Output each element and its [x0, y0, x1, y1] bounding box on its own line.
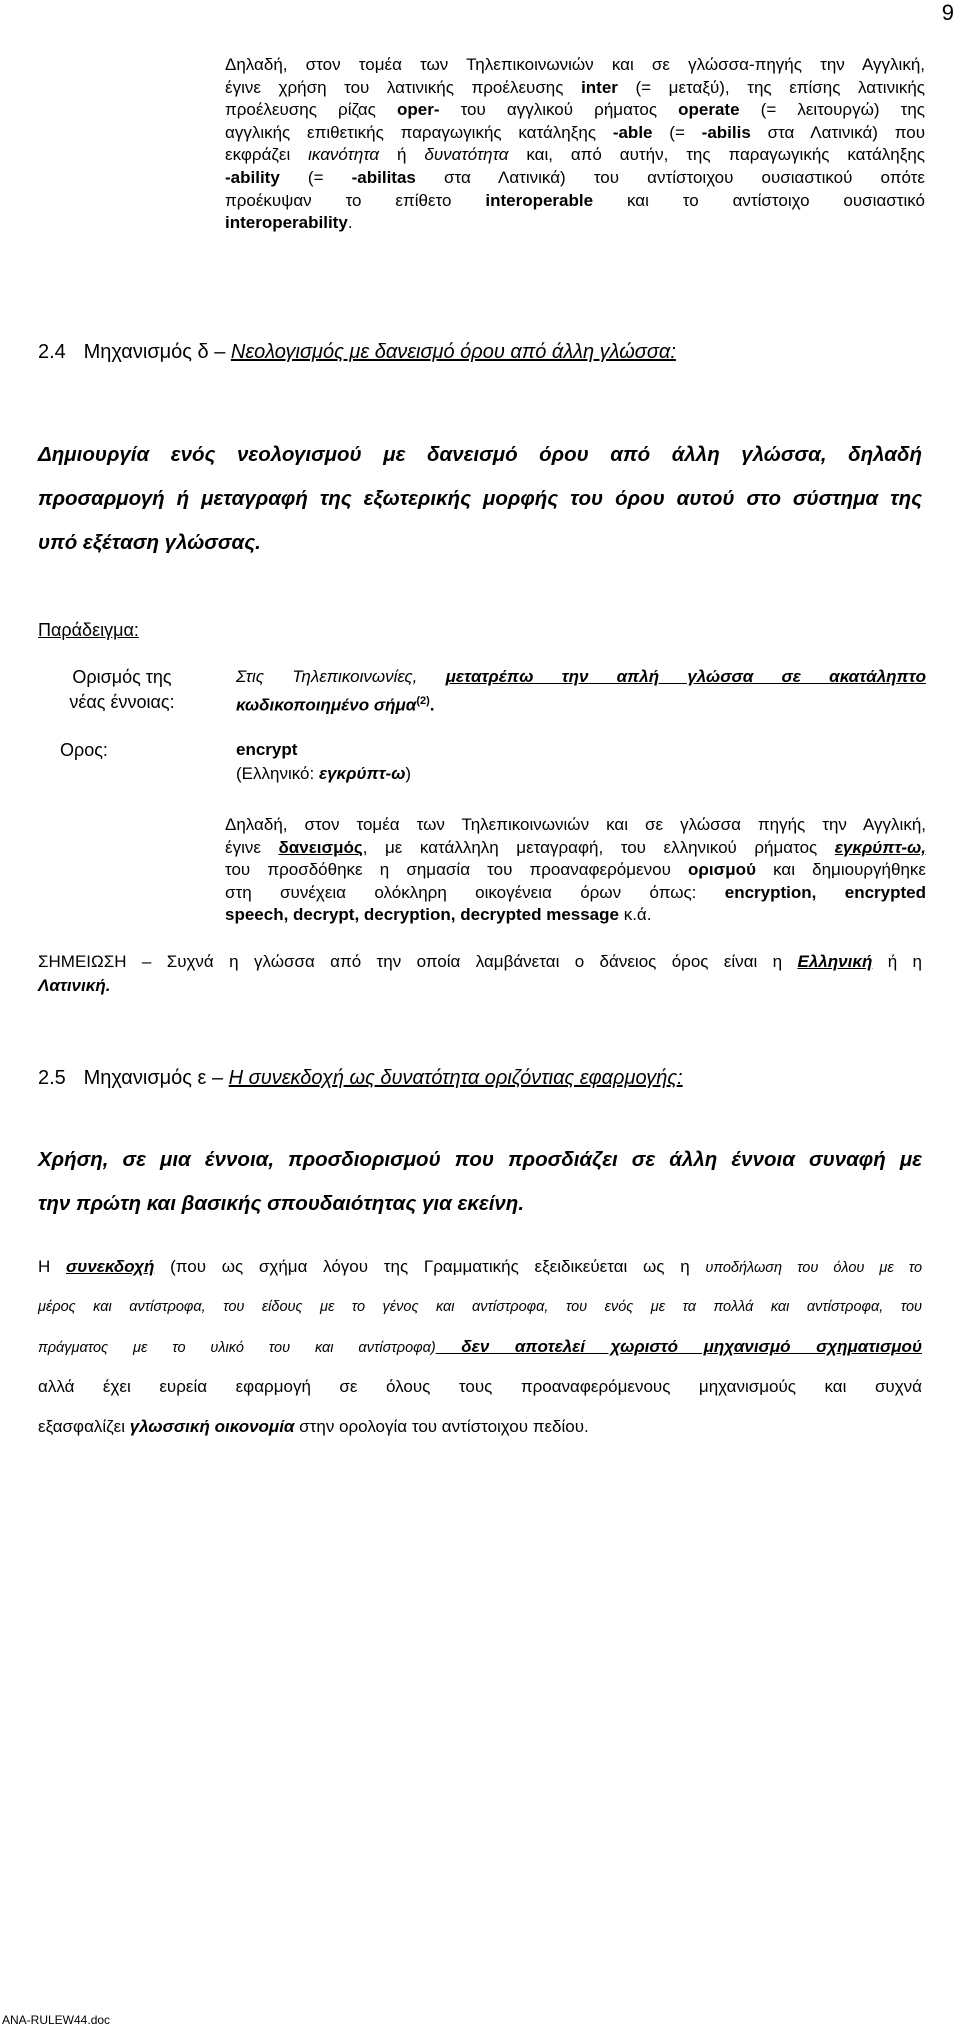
text-line: Δηλαδή, στον τομέα των Τηλεπικοινωνιών και σε γλώσσα πηγής την Αγγλική,: [225, 815, 926, 834]
text-line: του προσδόθηκε η σημασία του προαναφερόμενου ορισμού και δημιουργήθηκε: [225, 860, 926, 880]
text-line: την πρώτη και βασικής σπουδαιότητας για εκείνη.: [38, 1192, 525, 1215]
text-line: προέκυψαν το επίθετο interoperable και το αντίστοιχο ουσιαστικό: [225, 190, 925, 210]
synecdoche-paragraph: [38, 1247, 922, 1447]
concept-label: [52, 665, 192, 715]
text-line: στη συνέχεια ολόκληρη οικογένεια όρων όπως: encryption, encrypted: [225, 882, 926, 902]
text-line: αγγλικής επιθετικής παραγωγικής κατάληξης -able (= -abilis στα Λατινικά) που: [225, 122, 925, 142]
text-line: Χρήση, σε μια έννοια, προσδιορισμού που προσδιάζει σε άλλη έννοια συναφή με: [38, 1148, 922, 1171]
explanation-paragraph: [225, 814, 926, 927]
footer-filename: ANA-RULEW44.doc: [2, 2013, 111, 2027]
text-line: Στις Τηλεπικοινωνίες, μετατρέπω την απλή γλώσσα σε ακατάληπτο: [236, 667, 926, 686]
concept-label-line: νέας έννοιας:: [69, 692, 175, 712]
section-heading-2-5: [38, 1067, 683, 1090]
text-line: εξασφαλίζει γλωσσική οικονομία στην ορολογία του αντίστοιχου πεδίου.: [38, 1417, 589, 1436]
text-line: interoperability.: [225, 213, 353, 233]
text-line: αλλά έχει ευρεία εφαρμογή σε όλους τους προαναφερόμενους μηχανισμούς και συχνά: [38, 1377, 922, 1396]
concept-definition: [236, 665, 926, 718]
section-definition-2-5: [38, 1138, 922, 1226]
text-line: -ability (= -abilitas στα Λατινικά) του αντίστοιχου ουσιαστικού οπότε: [225, 167, 925, 187]
term-value: encrypt: [236, 740, 298, 759]
section-number: 2.5: [38, 1067, 66, 1089]
section-definition-2-4: [38, 433, 922, 565]
text-line: έγινε χρήση του λατινικής προέλευσης inter (= μεταξύ), της επίσης λατινικής: [225, 77, 925, 97]
text-line: έγινε δανεισμός, με κατάλληλη μεταγραφή, του ελληνικού ρήματος εγκρύπτ-ω,: [225, 837, 926, 857]
text-line: κωδικοποιημένο σήμα$^{(2)}$.: [236, 695, 435, 715]
text-line: Η συνεκδοχή (που ως σχήμα λόγου της Γραμματικής εξειδικεύεται ως η υποδήλωση του όλου με το: [38, 1257, 923, 1276]
section-number: 2.4: [38, 341, 66, 363]
text-line: προσαρμογή ή μεταγραφή της εξωτερικής μορφής του όρου αυτού στο σύστημα της: [38, 487, 922, 510]
section-title: Η συνεκδοχή ως δυνατότητα οριζόντιας εφαρμογής:: [228, 1067, 683, 1089]
text-line: Λατινική.: [38, 976, 111, 995]
text-line: πράγματος με το υλικό του και αντίστροφα) δεν αποτελεί χωριστό μηχανισμό σχηματισμού: [38, 1337, 922, 1356]
term-block: [236, 738, 411, 786]
text-line: speech, decrypt, decryption, decrypted message κ.ά.: [225, 905, 652, 925]
concept-label-line: Ορισμός της: [72, 667, 172, 687]
intro-paragraph: [225, 54, 925, 235]
page-number: 9: [941, 0, 954, 25]
text-line: εκφράζει ικανότητα ή δυνατότητα και, από αυτήν, της παραγωγικής κατάληξης: [225, 145, 926, 165]
text-line: μέρος και αντίστροφα, του είδους με το γένος και αντίστροφα, του ενός με τα πολλά και αντίστροφα, του: [38, 1299, 922, 1315]
term-note: (Ελληνικό: εγκρύπτ-ω): [236, 764, 412, 783]
section-title: Νεολογισμός με δανεισμό όρου από άλλη γλώσσα:: [230, 341, 676, 363]
section-prefix: Μηχανισμός ε –: [83, 1067, 224, 1089]
text-line: προέλευσης ρίζας oper- του αγγλικού ρήματος operate (= λειτουργώ) της: [225, 100, 925, 120]
text-line: ΣΗΜΕΙΩΣΗ – Συχνά η γλώσσα από την οποία λαμβάνεται ο δάνειος όρος είναι η Ελληνική ή η: [38, 952, 922, 971]
text-line: υπό εξέταση γλώσσας.: [38, 531, 261, 554]
section-prefix: Μηχανισμός δ –: [83, 341, 226, 363]
example-label: Παράδειγμα:: [38, 620, 139, 640]
section-heading-2-4: [38, 341, 676, 364]
text-line: Δημιουργία ενός νεολογισμού με δανεισμό όρου από άλλη γλώσσα, δηλαδή: [38, 443, 922, 466]
note-paragraph: [38, 950, 922, 998]
text-line: Δηλαδή, στον τομέα των Τηλεπικοινωνιών και σε γλώσσα-πηγής την Αγγλική,: [225, 55, 925, 74]
term-label: Ορος:: [60, 740, 108, 760]
